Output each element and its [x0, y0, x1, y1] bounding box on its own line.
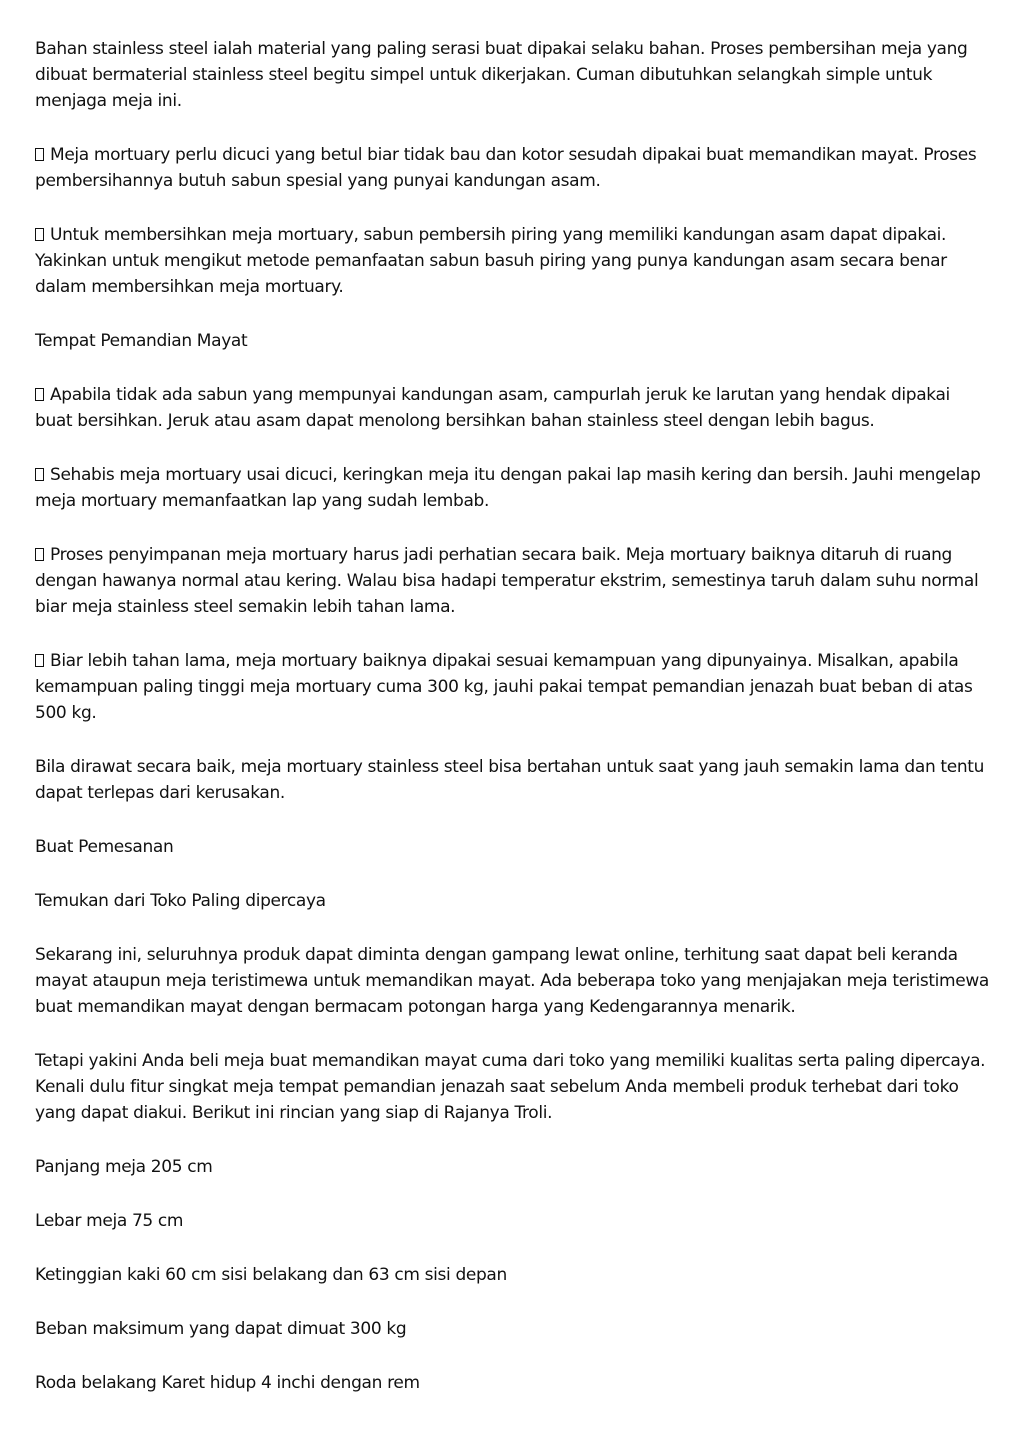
paragraph-text: Tetapi yakini Anda beli meja buat memandikan mayat cuma dari toko yang memiliki kualitas serta paling dipercaya. Kenali dulu fitur singkat meja tempat pemandian jenazah saat sebelum Anda membeli produk terhebat dari toko yang dapat diakui. Berikut ini rincian yang siap di Rajanya Troli. [35, 1051, 986, 1123]
paragraph-text: Bahan stainless steel ialah material yang paling serasi buat dipakai selaku bahan. Proses pembersihan meja yang dibuat bermaterial stainless steel begitu simpel untuk dikerjakan. Cuman dibutuhkan selangkah simple untuk menjaga meja ini. [35, 39, 968, 111]
paragraph-text: Beban maksimum yang dapat dimuat 300 kg [35, 1319, 407, 1339]
spec-line [35, 1154, 990, 1180]
missing-glyph-bullet-icon [35, 388, 44, 401]
paragraph-text: Apabila tidak ada sabun yang mempunyai kandungan asam, campurlah jeruk ke larutan yang hendak dipakai buat bersihkan. Jeruk atau asam dapat menolong bersihkan bahan stainless steel dengan lebih bagus. [35, 385, 950, 431]
paragraph-text: Lebar meja 75 cm [35, 1211, 184, 1231]
bullet-paragraph [35, 382, 990, 434]
missing-glyph-bullet-icon [35, 654, 44, 667]
paragraph-text: Panjang meja 205 cm [35, 1157, 213, 1177]
spec-line [35, 1208, 990, 1234]
paragraph-text: Roda belakang Karet hidup 4 inchi dengan rem [35, 1373, 420, 1393]
missing-glyph-bullet-icon [35, 148, 44, 161]
missing-glyph-bullet-icon [35, 548, 44, 561]
paragraph-text: Buat Pemesanan [35, 837, 174, 857]
paragraph [35, 36, 990, 114]
paragraph-text: Tempat Pemandian Mayat [35, 331, 248, 351]
paragraph-text: Proses penyimpanan meja mortuary harus jadi perhatian secara baik. Meja mortuary baiknya ditaruh di ruang dengan hawanya normal atau kering. Walau bisa hadapi temperatur ekstrim, semestinya taruh dalam suhu normal biar meja stainless steel semakin lebih tahan lama. [35, 545, 979, 617]
bullet-paragraph [35, 462, 990, 514]
paragraph-text: Ketinggian kaki 60 cm sisi belakang dan 63 cm sisi depan [35, 1265, 507, 1285]
section-heading [35, 834, 990, 860]
paragraph-text: Untuk membersihkan meja mortuary, sabun pembersih piring yang memiliki kandungan asam dapat dipakai. Yakinkan untuk mengikut metode pemanfaatan sabun basuh piring yang punya kandungan asam secara benar dalam membersihkan meja mortuary. [35, 225, 947, 297]
bullet-paragraph [35, 142, 990, 194]
paragraph-text: Sekarang ini, seluruhnya produk dapat diminta dengan gampang lewat online, terhitung saat dapat beli keranda mayat ataupun meja teristimewa untuk memandikan mayat. Ada beberapa toko yang menjajakan meja teristimewa buat memandikan mayat dengan bermacam potongan harga yang Kedengarannya menarik. [35, 945, 989, 1017]
bullet-paragraph [35, 648, 990, 726]
spec-line [35, 1316, 990, 1342]
section-heading [35, 888, 990, 914]
paragraph-text: Biar lebih tahan lama, meja mortuary baiknya dipakai sesuai kemampuan yang dipunyainya. Misalkan, apabila kemampuan paling tinggi meja mortuary cuma 300 kg, jauhi pakai tempat pemandian jenazah buat beban di atas 500 kg. [35, 651, 973, 723]
bullet-paragraph [35, 542, 990, 620]
spec-line [35, 1262, 990, 1288]
bullet-paragraph [35, 222, 990, 300]
paragraph [35, 942, 990, 1020]
paragraph-text: Sehabis meja mortuary usai dicuci, keringkan meja itu dengan pakai lap masih kering dan bersih. Jauhi mengelap meja mortuary memanfaatkan lap yang sudah lembab. [35, 465, 981, 511]
missing-glyph-bullet-icon [35, 228, 44, 241]
missing-glyph-bullet-icon [35, 468, 44, 481]
paragraph [35, 1048, 990, 1126]
document-page [35, 36, 990, 1424]
section-heading [35, 328, 990, 354]
paragraph-text: Meja mortuary perlu dicuci yang betul biar tidak bau dan kotor sesudah dipakai buat memandikan mayat. Proses pembersihannya butuh sabun spesial yang punyai kandungan asam. [35, 145, 977, 191]
paragraph [35, 754, 990, 806]
paragraph-text: Bila dirawat secara baik, meja mortuary stainless steel bisa bertahan untuk saat yang jauh semakin lama dan tentu dapat terlepas dari kerusakan. [35, 757, 985, 803]
spec-line [35, 1370, 990, 1396]
paragraph-text: Temukan dari Toko Paling dipercaya [35, 891, 326, 911]
